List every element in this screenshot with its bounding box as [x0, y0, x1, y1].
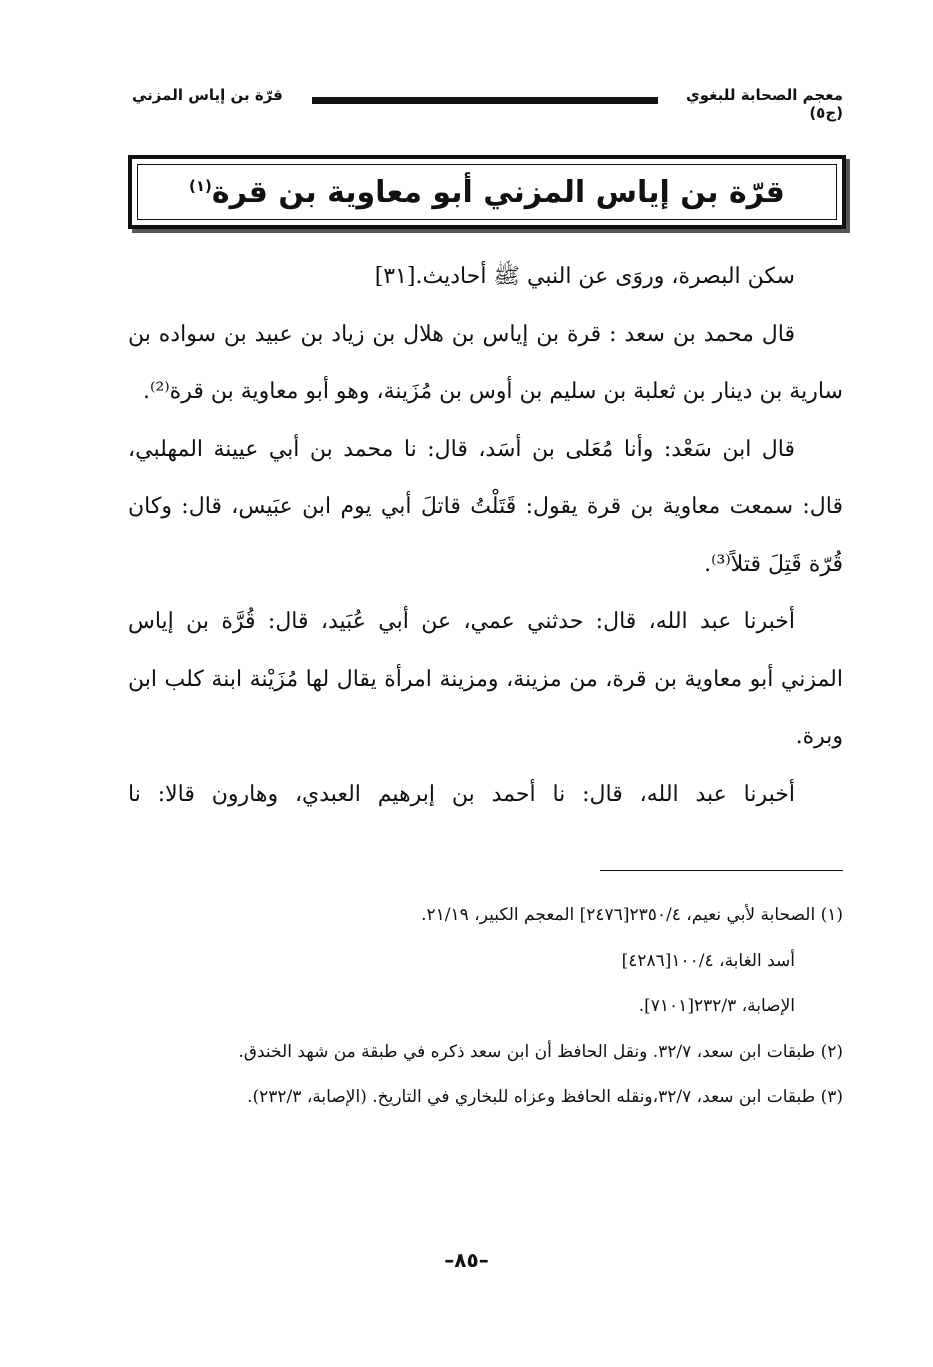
paragraph-3: قال ابن سَعْد: وأنا مُعَلى بن أسَد، قال: نا محمد بن أبي عيينة المهلبي، قال: سمعت معاوية بن قرة يقول: قَتَلْتُ قاتلَ أبي يوم ابن عبَيس، قال: وكان قُرّة قَتِلَ قتلاً⁽³⁾.: [128, 436, 843, 577]
footnote-1: (١) الصحابة لأبي نعيم، ٢٣٥٠/٤[٢٤٧٦] المعجم الكبير، ٢١/١٩.: [421, 905, 843, 925]
page-number: –٨٥–: [444, 1248, 489, 1272]
paragraph-5: أخبرنا عبد الله، قال: نا أحمد بن إبرهيم العبدي، وهارون قالا: نا: [128, 781, 795, 807]
paragraph-1: سكن البصرة، وروَى عن النبي ﷺ أحاديث.[٣١]: [374, 264, 795, 289]
title-frame: [128, 155, 846, 229]
title-frame-inner: [137, 164, 837, 220]
paragraph-4: أخبرنا عبد الله، قال: حدثني عمي، عن أبي عُبَيد، قال: قُرَّة بن إياس المزني أبو معاوية بن قرة، من مزينة، ومزينة امرأة يقال لها مُزَيْنة ابنة كلب ابن وبرة.: [128, 609, 843, 749]
header-rule: [312, 97, 658, 104]
entry-title-text: قرّة بن إياس المزني أبو معاوية بن قرة: [211, 174, 785, 210]
entry-title: [189, 175, 785, 210]
paragraph-2: قال محمد بن سعد : قرة بن إياس بن هلال بن زياد بن عبيد بن سواده بن سارية بن دينار بن ثعلبة بن سليم بن أوس بن مُزَينة، وهو أبو معاوية بن قرة⁽²⁾.: [128, 321, 843, 404]
footnote-3: (٣) طبقات ابن سعد، ٣٢/٧،ونقله الحافظ وعزاه للبخاري في التاريخ. (الإصابة، ٢٣٢/٣).: [247, 1087, 843, 1107]
footnote-1-line-2: أسد الغابة، ١٠٠/٤[٤٢٨٦]: [621, 950, 795, 971]
footnote-1-line-3: الإصابة، ٢٣٢/٣[٧١٠١].: [638, 996, 795, 1016]
title-footnote-ref: (١): [189, 176, 212, 195]
footnote-2: (٢) طبقات ابن سعد، ٣٢/٧. ونقل الحافظ أن ابن سعد ذكره في طبقة من شهد الخندق.: [238, 1041, 843, 1062]
footnotes: [128, 893, 843, 1121]
footnote-separator: [600, 870, 843, 871]
main-text: [128, 248, 843, 823]
running-header-entry: قرّة بن إياس المزني: [132, 86, 283, 104]
running-header-book: معجم الصحابة للبغوي (ج٥): [686, 86, 843, 122]
